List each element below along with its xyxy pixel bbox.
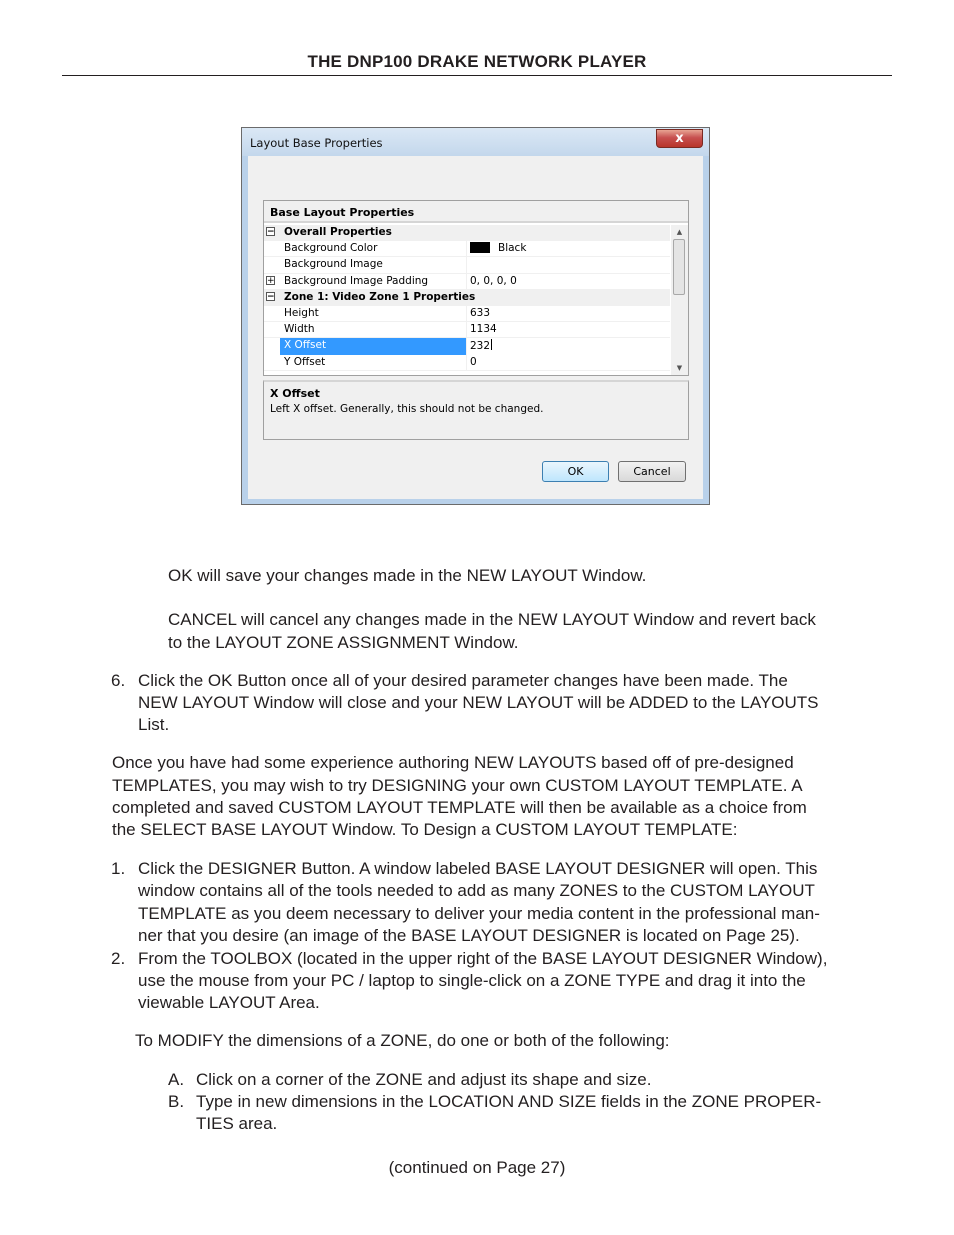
property-value-text: 1134: [470, 323, 497, 336]
column-separator: [466, 274, 467, 289]
property-value[interactable]: [470, 242, 526, 254]
property-value-text: 232: [470, 340, 491, 353]
step1-line4: ner that you desire (an image of the BASE LAYOUT DESIGNER is located on Page 25).: [138, 926, 800, 945]
help-description: Left X offset. Generally, this should not be changed.: [270, 403, 544, 415]
scroll-up-icon[interactable]: ▲: [676, 228, 683, 236]
intro-line4: the SELECT BASE LAYOUT Window. To Design a CUSTOM LAYOUT TEMPLATE:: [112, 820, 738, 839]
property-row[interactable]: [264, 306, 670, 322]
paragraph-ok: OK will save your changes made in the NEW LAYOUT Window.: [168, 566, 647, 585]
expand-icon[interactable]: +: [267, 275, 275, 286]
property-grid-rows: [264, 225, 670, 375]
intro-line3: completed and saved CUSTOM LAYOUT TEMPLATE will then be available as a choice from: [112, 798, 807, 817]
property-value[interactable]: [470, 307, 490, 319]
property-category-row[interactable]: [264, 290, 670, 306]
property-value[interactable]: [470, 339, 492, 352]
property-value[interactable]: [470, 356, 477, 368]
help-title: X Offset: [270, 387, 320, 400]
property-value[interactable]: [470, 323, 497, 335]
step1-line3: TEMPLATE as you deem necessary to deliver your media content in the professional man-: [138, 904, 820, 923]
property-label: Height: [284, 306, 319, 319]
property-row[interactable]: [264, 322, 670, 338]
property-grid-header: [264, 201, 688, 223]
continued-note: (continued on Page 27): [388, 1158, 566, 1177]
page-title: THE DNP100 DRAKE NETWORK PLAYER: [307, 52, 647, 71]
property-row[interactable]: [264, 338, 670, 354]
step6-line2: NEW LAYOUT Window will close and your NEW LAYOUT will be ADDED to the LAYOUTS: [138, 693, 819, 712]
column-separator: [466, 306, 467, 321]
color-swatch: [470, 242, 490, 253]
property-value[interactable]: [470, 275, 517, 287]
paragraph-cancel-line1: CANCEL will cancel any changes made in the NEW LAYOUT Window and revert back: [168, 610, 816, 629]
dialog-client-area: [248, 156, 703, 499]
property-value-text: 633: [470, 306, 491, 319]
property-grid-scrollbar[interactable]: [671, 225, 688, 375]
property-label: X Offset: [284, 339, 327, 352]
column-separator: [466, 322, 467, 337]
close-button[interactable]: [656, 129, 703, 148]
dialog-titlebar[interactable]: [242, 128, 709, 156]
intro-line1: Once you have had some experience authoring NEW LAYOUTS based off of pre-designed: [112, 753, 794, 772]
cancel-button[interactable]: Cancel: [618, 461, 686, 482]
layout-base-properties-dialog: [241, 127, 710, 505]
property-row[interactable]: [264, 355, 670, 371]
property-label: Zone 1: Video Zone 1 Properties: [284, 290, 476, 303]
step1-line2: window contains all of the tools needed to add as many ZONES to the CUSTOM LAYOUT: [138, 881, 815, 900]
property-label: Background Image: [284, 258, 383, 271]
paragraph-cancel-line2: to the LAYOUT ZONE ASSIGNMENT Window.: [168, 633, 519, 652]
step2-number: 2.: [111, 949, 126, 968]
property-label: Background Image Padding: [284, 274, 429, 287]
step6-line1: Click the OK Button once all of your desired parameter changes have been made. The: [138, 671, 788, 690]
scroll-down-icon[interactable]: ▼: [676, 364, 683, 372]
collapse-icon[interactable]: −: [267, 227, 275, 237]
step1-line1: Click the DESIGNER Button. A window labeled BASE LAYOUT DESIGNER will open. This: [138, 859, 818, 878]
ok-button[interactable]: OK: [542, 461, 609, 482]
step2-line1: From the TOOLBOX (located in the upper right of the BASE LAYOUT DESIGNER Window),: [138, 949, 828, 968]
column-separator: [466, 257, 467, 272]
property-row[interactable]: [264, 257, 670, 273]
collapse-icon[interactable]: −: [267, 291, 275, 302]
step6-number: 6.: [111, 671, 126, 690]
modify-intro: To MODIFY the dimensions of a ZONE, do one or both of the following:: [135, 1031, 670, 1050]
property-label: Y Offset: [284, 355, 326, 368]
column-separator: [466, 241, 467, 256]
dialog-title: Layout Base Properties: [250, 136, 383, 150]
property-row[interactable]: [264, 241, 670, 257]
column-separator: [466, 355, 467, 370]
property-label: Overall Properties: [284, 226, 392, 238]
property-grid-title: Base Layout Properties: [270, 206, 415, 219]
property-value-text: 0, 0, 0, 0: [470, 274, 517, 287]
header-rule: [62, 75, 892, 76]
property-category-row[interactable]: [264, 225, 670, 241]
substep-b-line2: TIES area.: [196, 1114, 278, 1133]
property-label: Width: [284, 323, 315, 336]
property-value-text: Black: [498, 242, 527, 255]
property-row[interactable]: [264, 274, 670, 290]
substep-b-letter: B.: [168, 1092, 185, 1111]
property-help-panel: [263, 380, 689, 440]
substep-b-line1: Type in new dimensions in the LOCATION AND SIZE fields in the ZONE PROPER-: [196, 1092, 822, 1111]
step6-line3: List.: [138, 715, 170, 734]
step2-line2: use the mouse from your PC / laptop to single-click on a ZONE TYPE and drag it into the: [138, 971, 806, 990]
scroll-thumb[interactable]: [673, 239, 685, 295]
substep-a-letter: A.: [168, 1070, 185, 1089]
close-icon: x: [675, 131, 684, 146]
property-grid: [263, 200, 689, 376]
substep-a-text: Click on a corner of the ZONE and adjust its shape and size.: [196, 1070, 652, 1089]
property-value-text: 0: [470, 355, 477, 368]
step1-number: 1.: [111, 859, 126, 878]
column-separator: [466, 338, 467, 354]
intro-line2: TEMPLATES, you may wish to try DESIGNING your own CUSTOM LAYOUT TEMPLATE. A: [112, 776, 803, 795]
property-label: Background Color: [284, 242, 378, 255]
step2-line3: viewable LAYOUT Area.: [138, 993, 320, 1012]
text-cursor: [491, 339, 492, 350]
